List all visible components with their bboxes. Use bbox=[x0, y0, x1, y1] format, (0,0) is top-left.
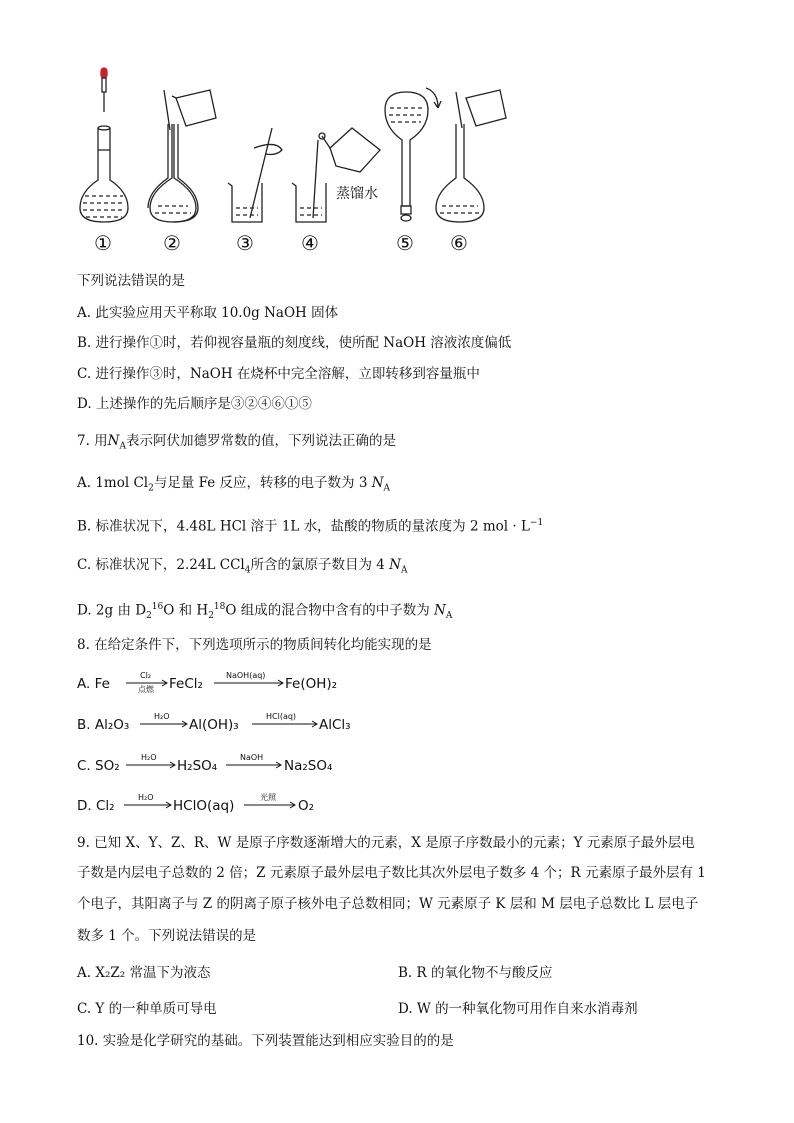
svg-text:HClO(aq): HClO(aq) bbox=[173, 798, 235, 814]
figure-label-2: ② bbox=[163, 231, 181, 255]
q9-line-2: 子数是内层电子总数的 2 倍；Z 元素原子最外层电子数比其次外层电子数多 4 个；R 元素原子最外层有 1 bbox=[77, 865, 706, 881]
q6-option-b: B. 进行操作①时，若仰视容量瓶的刻度线，使所配 NaOH 溶液浓度偏低 bbox=[77, 335, 512, 351]
q9-line-4: 数多 1 个。下列说法错误的是 bbox=[77, 928, 257, 944]
svg-text:H₂O: H₂O bbox=[154, 712, 170, 721]
q7-option-d: D. 2g 由 $D_2^{16}O$ 和 $H_2^{18}O$ 组成的混合物中含有的中子数为 $N_A$ bbox=[77, 602, 453, 622]
svg-text:C. SO₂: C. SO₂ bbox=[77, 758, 120, 774]
svg-text:H₂O: H₂O bbox=[141, 753, 157, 762]
beaker-wash-bottle-icon bbox=[292, 128, 380, 222]
volumetric-flask-dropper-icon bbox=[80, 68, 128, 222]
svg-text:Al(OH)₃: Al(OH)₃ bbox=[189, 717, 239, 733]
q7-option-a: A. 1mol $Cl_2$与足量 Fe 反应，转移的电子数为 3 $N_A$ bbox=[77, 475, 391, 494]
q9-line-3: 个电子，其阳离子与 Z 的阴离子原子核外电子总数相同；W 元素原子 K 层和 M 层电子总数比 L 层电子 bbox=[77, 896, 699, 912]
figure-label-4: ④ bbox=[301, 231, 319, 255]
q9-option-a: A. X₂Z₂ 常温下为液态 bbox=[77, 965, 211, 981]
q6-option-a: A. 此实验应用天平称取 10.0g NaOH 固体 bbox=[77, 305, 339, 321]
svg-text:O₂: O₂ bbox=[298, 798, 315, 814]
svg-text:NaOH(aq): NaOH(aq) bbox=[226, 671, 266, 680]
figure-label-5: ⑤ bbox=[396, 231, 414, 255]
q9-option-d: D. W 的一种氧化物可用作自来水消毒剂 bbox=[398, 1001, 638, 1017]
svg-text:Na₂SO₄: Na₂SO₄ bbox=[284, 758, 333, 774]
q6-option-d: D. 上述操作的先后顺序是③②④⑥①⑤ bbox=[77, 396, 312, 412]
experiment-figure bbox=[0, 0, 794, 262]
svg-text:D. Cl₂: D. Cl₂ bbox=[77, 798, 115, 814]
q8-stem: 8. 在给定条件下，下列选项所示的物质间转化均能实现的是 bbox=[77, 637, 432, 653]
svg-text:FeCl₂: FeCl₂ bbox=[169, 676, 203, 692]
figure-label-1: ① bbox=[94, 231, 112, 255]
beaker-stirring-icon bbox=[228, 128, 282, 222]
svg-text:AlCl₃: AlCl₃ bbox=[319, 717, 351, 733]
svg-text:A. Fe: A. Fe bbox=[77, 676, 110, 692]
q10-stem: 10. 实验是化学研究的基础。下列装置能达到相应实验目的的是 bbox=[77, 1033, 454, 1049]
q7-stem: 7. 用$N_A$表示阿伏加德罗常数的值，下列说法正确的是 bbox=[77, 433, 396, 452]
svg-text:HCl(aq): HCl(aq) bbox=[266, 712, 297, 721]
svg-text:点燃: 点燃 bbox=[138, 685, 154, 694]
figure-label-3: ③ bbox=[236, 231, 254, 255]
q7-option-c: C. 标准状况下，2.24L CCl$_4$所含的氯原子数目为 4 $N_A$ bbox=[77, 557, 408, 576]
flask-pouring-icon-2 bbox=[436, 90, 506, 222]
figure-label-6: ⑥ bbox=[450, 231, 468, 255]
q6-option-c: C. 进行操作③时，NaOH 在烧杯中完全溶解，立即转移到容量瓶中 bbox=[77, 366, 480, 382]
svg-text:H₂SO₄: H₂SO₄ bbox=[177, 758, 218, 774]
q6-stem: 下列说法错误的是 bbox=[77, 273, 185, 289]
q8-reactions bbox=[0, 664, 794, 814]
flask-pouring-icon bbox=[148, 90, 216, 222]
q9-option-c: C. Y 的一种单质可导电 bbox=[77, 1001, 217, 1017]
q9-line-1: 9. 已知 X、Y、Z、R、W 是原子序数逐渐增大的元素，X 是原子序数最小的元素；Y 元素原子最外层电 bbox=[77, 835, 695, 851]
svg-text:Cl₂: Cl₂ bbox=[140, 671, 152, 680]
svg-text:H₂O: H₂O bbox=[138, 793, 154, 802]
svg-text:NaOH: NaOH bbox=[240, 753, 264, 762]
q9-option-b: B. R 的氧化物不与酸反应 bbox=[398, 965, 553, 981]
svg-text:光照: 光照 bbox=[260, 793, 276, 802]
water-label: 蒸馏水 bbox=[336, 186, 378, 202]
svg-text:B. Al₂O₃: B. Al₂O₃ bbox=[77, 717, 130, 733]
svg-text:Fe(OH)₂: Fe(OH)₂ bbox=[285, 676, 338, 692]
q7-option-b: B. 标准状况下，4.48L HCl 溶于 1L 水，盐酸的物质的量浓度为 2 mol · $L^{-1}$ bbox=[77, 518, 544, 535]
inverted-flask-icon bbox=[385, 88, 441, 221]
